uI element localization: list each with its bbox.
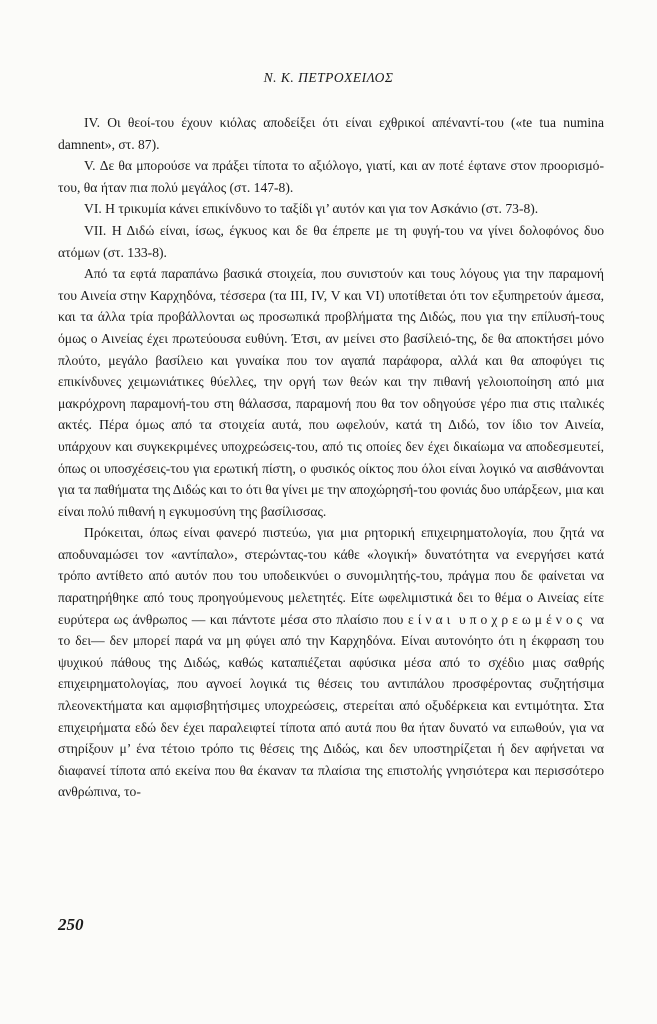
paragraph-conclusion bbox=[58, 522, 604, 803]
running-header: Ν. Κ. ΠΕΤΡΟΧΕΙΛΟΣ bbox=[263, 70, 394, 85]
emphasis-spaced-text: υποχρεωμένος bbox=[458, 611, 587, 627]
page-number: 250 bbox=[58, 915, 84, 934]
emphasis-spaced-text: είναι bbox=[408, 611, 455, 627]
paragraph-item-iv: IV. Οι θεοί-του έχουν κιόλας αποδείξει ότι είναι εχθρικοί απέναντί-του («te tua numina damnent», στ. 87). bbox=[58, 115, 604, 152]
paragraph-conclusion-end: να το δει— δεν μπορεί παρά να μη φύγει από την Καρχηδόνα. Είναι αυτονόητο ότι η έκφραση του ψυχικού πάθους της Διδώς, καθώς καταπιέζεται αφύσικα μέσα από το σχέδιο μιας σαθρής επιχειρηματολογίας, που αγνοεί λογικά τις θέσεις του αντιπάλου προσφέροντας συζητήσιμα πλεονεκτήματα και αμφισβητήσιμες υποχρεώσεις, στερείται από οξυδέρκεια και εντιμότητα. Στα επιχειρήματα εδώ δεν έχει παραλειφτεί τίποτα από αυτά που θα ήταν δυνατό να ειπωθούν, για να στηρίξουν μ’ ένα τέτοιο τρόπο τις θέσεις της Διδώς, και δεν υποστηρίζεται ή δεν αφήνεται να διαφανεί τίποτα από εκείνα που θα έκαναν τα πλαίσια της επιστολής γνησιότερα και περισσότερο ανθρώπινα, το- bbox=[58, 611, 605, 800]
paragraph-item-vii: VII. Η Διδώ είναι, ίσως, έγκυος και δε θα έπρεπε με τη φυγή-του να γίνει δολοφόνος δυο ατόμων (στ. 133-8). bbox=[58, 222, 604, 260]
paragraph-item-vi: VI. Η τρικυμία κάνει επικίνδυνο το ταξίδι γι’ αυτόν και για τον Ασκάνιο (στ. 73-8). bbox=[84, 201, 539, 217]
paragraph-analysis: Από τα εφτά παραπάνω βασικά στοιχεία, που συνιστούν και τους λόγους για την παραμονή του Αινεία στην Καρχηδόνα, τέσσερα (τα III, IV, V και VI) υποτίθεται ότι τον εξυπηρετούν άμεσα, και τα άλλα τρία προβάλλονται ως προσωπικά προβλήματα της Διδώς, που για την επίλυσή-τους όμως ο Αινείας έχει πρωτεύουσα ευθύνη. Έτσι, αν μείνει στο βασίλειό-της, δε θα αποκτήσει μόνο πλούτο, μεγάλο βασίλειο και γυναίκα που τον αγαπά παράφορα, αλλά και θα αποφύγει τις επικίνδυνες χειμωνιάτικες θύελλες, την οργή των θεών και την πιθανή γελοιοποίηση από μια μακρόχρονη παραμονή-του στη θάλασσα, παραμονή που θα τον οδηγούσε γέρο πια στις ιταλικές ακτές. Πέρα όμως από τα στοιχεία αυτά, που ωφελούν, κατά τη Διδώ, τον ίδιο τον Αινεία, υπάρχουν και συγκεκριμένες υποχρεώσεις-του, από τις οποίες δεν έχει δικαίωμα να αποδεσμευτεί, όπως οι υποσχέσεις-του για ερωτική πίστη, ο φυσικός οίκτος που όλοι είναι λογικό να αισθάνονται για τα παθήματα της Διδώς και το ότι θα γίνει με την αποχώρησή-του φονιάς δυο υπάρξεων, μια και είναι πολύ πιθανή η εγκυμοσύνη της βασίλισσας. bbox=[58, 266, 604, 519]
paragraph-item-v: V. Δε θα μπορούσε να πράξει τίποτα το αξιόλογο, γιατί, και αν ποτέ έφτανε στον προορισμό-του, θα ήταν πια πολύ μεγάλος (στ. 147-8). bbox=[58, 158, 604, 195]
body-text bbox=[58, 112, 604, 803]
paragraph-conclusion-start: Πρόκειται, όπως είναι φανερό πιστεύω, για μια ρητορική επιχειρηματολογία, που ζητά να αποδυναμώσει τον «αντίπαλο», στερώντας-του κάθε «λογική» δυνατότητα να ενεργήσει κατά τρόπο αντίθετο από αυτόν που του υποδεικνύει ο συνομιλητής-του, πράγμα που δε φαίνεται να παρατηρήθηκε από τους προηγούμενους μελετητές. Είτε ωφελιμιστικά δει το θέμα ο Αινείας είτε ευρύτερα ως άνθρωπος — και πάντοτε μέσα στο πλαίσιο που bbox=[58, 525, 604, 627]
